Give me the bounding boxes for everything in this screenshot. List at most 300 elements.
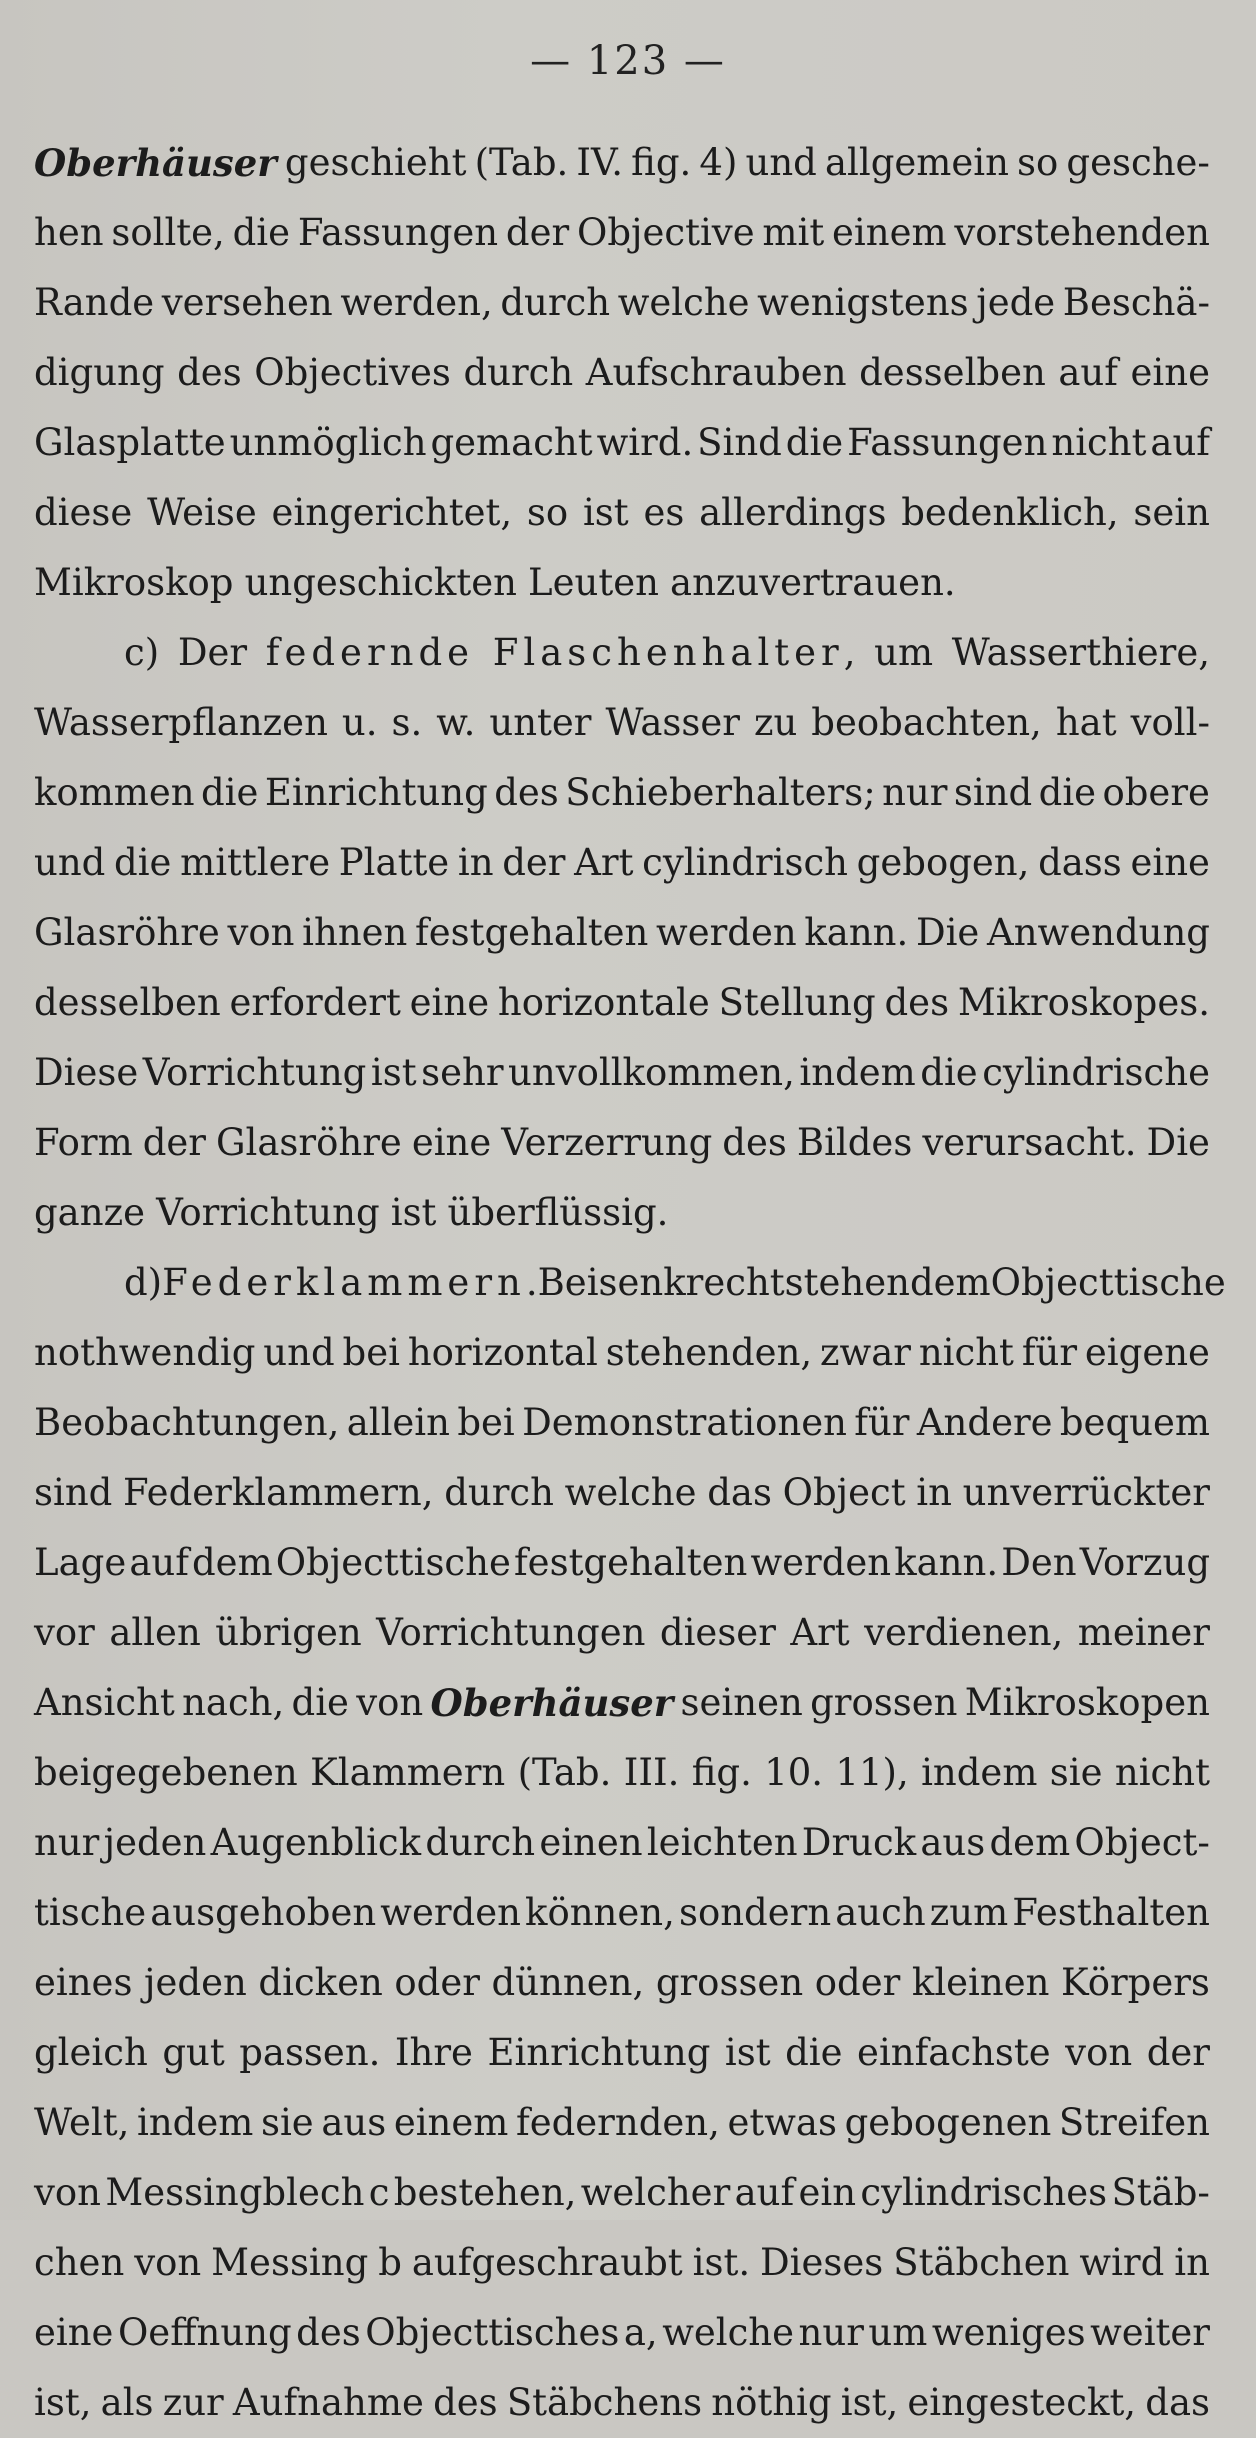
word-part: nur xyxy=(882,771,948,814)
body-text xyxy=(34,128,1226,2438)
word-part: übrigen xyxy=(215,1611,362,1654)
word-part: Messingblech xyxy=(105,2171,365,2214)
word xyxy=(177,338,242,408)
word-part: leichten xyxy=(646,1821,798,1864)
word xyxy=(799,2298,864,2368)
text-line xyxy=(34,2368,1210,2438)
word xyxy=(845,2088,1052,2158)
word-part: ist xyxy=(724,2031,771,2074)
word-part: vor xyxy=(34,1611,95,1654)
word-part: stehenden, xyxy=(605,1331,813,1374)
word-part: Objectives xyxy=(254,351,451,394)
word xyxy=(525,1878,675,1948)
word xyxy=(498,968,710,1038)
word xyxy=(261,2088,314,2158)
word-part: sind xyxy=(34,1471,113,1514)
word xyxy=(882,758,947,828)
word-part: bestehen, xyxy=(393,2171,577,2214)
word xyxy=(144,1948,247,2018)
word xyxy=(917,1388,1053,1458)
word xyxy=(475,128,569,198)
word xyxy=(34,828,105,898)
word-part: für xyxy=(1021,1331,1078,1374)
word-part: bequem xyxy=(1059,1401,1210,1444)
word xyxy=(1058,338,1118,408)
word xyxy=(1080,1528,1210,1598)
word xyxy=(408,1318,598,1388)
word xyxy=(922,1108,1136,1178)
word xyxy=(34,1388,339,1458)
word xyxy=(647,1808,798,1878)
word xyxy=(296,2298,361,2368)
word xyxy=(811,688,1042,758)
word xyxy=(1012,1878,1210,1948)
word xyxy=(518,1738,612,1808)
word-part: obere xyxy=(1102,771,1210,814)
word xyxy=(1147,2018,1210,2088)
word-part: horizontale xyxy=(497,981,710,1024)
word-part: Einrichtung xyxy=(264,771,488,814)
word-part: sind xyxy=(953,771,1033,814)
word xyxy=(342,688,378,758)
word xyxy=(229,968,400,1038)
word-part: dicken xyxy=(258,1961,383,2004)
word xyxy=(660,1598,776,1668)
word xyxy=(34,128,277,198)
word xyxy=(832,198,947,268)
word-part: ausgehoben xyxy=(150,1891,377,1934)
word-part: auch xyxy=(835,1891,926,1934)
spaced-heading: Federklammern xyxy=(162,1261,526,1304)
word-part: der xyxy=(142,1121,206,1164)
word-part: . xyxy=(525,1261,538,1304)
word xyxy=(1001,1528,1076,1598)
word xyxy=(285,128,467,198)
word xyxy=(699,128,737,198)
word xyxy=(1065,2018,1132,2088)
word xyxy=(180,828,330,898)
word xyxy=(624,1738,680,1808)
word-part: weiter xyxy=(1090,2311,1210,2354)
word xyxy=(835,1738,908,1808)
word xyxy=(34,1038,138,1108)
word-part: verdienen, xyxy=(864,1611,1064,1654)
word-part: einen xyxy=(539,1821,643,1864)
word xyxy=(719,968,876,1038)
word xyxy=(757,268,969,338)
word xyxy=(1085,1318,1210,1388)
word xyxy=(34,2298,113,2368)
word xyxy=(618,268,750,338)
word-part: die xyxy=(785,421,844,464)
word xyxy=(34,1948,132,2018)
word xyxy=(34,1598,95,1668)
word xyxy=(34,2088,129,2158)
word-part: einem xyxy=(832,211,947,254)
word-part: Wasser xyxy=(605,701,740,744)
word-part: c) xyxy=(124,631,160,674)
word-part: Die xyxy=(1146,1121,1210,1164)
word-part: festgehalten xyxy=(513,1541,748,1584)
text-line xyxy=(34,968,1210,1038)
text-line xyxy=(34,2298,1210,2368)
word-part: cylindrisches xyxy=(860,2171,1108,2214)
word xyxy=(105,2158,364,2228)
word-part: das xyxy=(707,1471,772,1514)
word-part: Stäbchen xyxy=(893,2241,1070,2284)
word-part: Objecttische xyxy=(990,1261,1226,1304)
word xyxy=(958,968,1210,1038)
word-part: d) xyxy=(124,1261,163,1304)
word-part: u. xyxy=(341,701,378,744)
word xyxy=(339,828,449,898)
word xyxy=(124,618,159,688)
word-part: unter xyxy=(489,701,592,744)
word-part: Druck xyxy=(801,1821,917,1864)
word-part: 11), xyxy=(835,1751,909,1794)
word-part: jede xyxy=(976,281,1056,324)
word-part: Rande xyxy=(34,281,155,324)
word-part: Platte xyxy=(338,841,450,884)
word xyxy=(123,1458,433,1528)
word xyxy=(458,828,494,898)
word-part: Object xyxy=(782,1471,906,1514)
word-part: von xyxy=(34,2171,102,2214)
word xyxy=(1038,828,1122,898)
word xyxy=(820,1318,911,1388)
word-part: mit xyxy=(762,211,825,254)
word xyxy=(233,2368,424,2438)
word xyxy=(156,1178,380,1248)
word xyxy=(835,1878,925,1948)
word xyxy=(963,1458,1210,1528)
word xyxy=(884,968,949,1038)
word xyxy=(574,828,633,898)
word-part: Objective xyxy=(577,211,755,254)
word-part: vorstehenden xyxy=(954,211,1210,254)
word xyxy=(976,268,1055,338)
word-part: desselben xyxy=(859,351,1046,394)
word-part: durch xyxy=(500,281,611,324)
word xyxy=(785,1248,991,1318)
word-part: von xyxy=(356,1681,424,1724)
word-part: der xyxy=(502,841,566,884)
word-part: unvollkommen, xyxy=(508,1051,795,1094)
word-part: ist xyxy=(390,1191,437,1234)
word xyxy=(494,758,559,828)
word-part: Stellung xyxy=(718,981,876,1024)
word-part: wird xyxy=(1079,2241,1165,2284)
word-part: zum xyxy=(929,1891,1009,1934)
word xyxy=(854,1388,909,1458)
word-part: Die xyxy=(915,911,980,954)
word xyxy=(746,128,817,198)
word-part: Schieberhalters; xyxy=(565,771,876,814)
word-part: auf xyxy=(1150,421,1210,464)
word-part: nicht xyxy=(1051,421,1147,464)
word xyxy=(266,618,474,688)
word-part: s. xyxy=(391,701,423,744)
word-part: Objecttisches xyxy=(365,2311,620,2354)
word-part: Glasröhre xyxy=(34,911,220,954)
word xyxy=(487,2018,710,2088)
word-part: können, xyxy=(525,1891,675,1934)
word xyxy=(1145,2368,1210,2438)
word-part: um xyxy=(874,631,934,674)
word xyxy=(1115,1738,1210,1808)
word-part: Messing xyxy=(211,2241,369,2284)
word xyxy=(492,1948,645,2018)
text-line xyxy=(34,338,1210,408)
word-part: ihnen xyxy=(302,911,408,954)
word xyxy=(1090,2298,1210,2368)
word-part: die xyxy=(785,2031,843,2074)
word xyxy=(258,1948,382,2018)
word-part: die xyxy=(232,211,291,254)
word xyxy=(150,1878,376,1948)
word-part: für xyxy=(854,1401,910,1444)
word-part: von xyxy=(227,911,295,954)
word-part: Bei xyxy=(537,1261,599,1304)
text-line xyxy=(34,2088,1210,2158)
word-part: von xyxy=(1065,2031,1133,2074)
word-part: Ihre xyxy=(394,2031,473,2074)
word xyxy=(178,618,247,688)
word xyxy=(516,2088,720,2158)
word xyxy=(272,478,513,548)
word-part: ist, xyxy=(34,2381,92,2424)
word xyxy=(1074,1808,1209,1878)
word xyxy=(1066,128,1210,198)
word xyxy=(356,1668,423,1738)
text-line xyxy=(34,198,1210,268)
word xyxy=(874,618,933,688)
word-part: eingesteckt, xyxy=(907,2381,1137,2424)
word xyxy=(321,2088,386,2158)
word xyxy=(211,1808,421,1878)
word-part: jeden xyxy=(144,1961,247,2004)
word-part: Objecttische xyxy=(275,1541,511,1584)
word-part: Fassungen xyxy=(847,421,1048,464)
word-part: unmöglich xyxy=(229,421,427,464)
text-line xyxy=(34,1388,1210,1458)
word-part: gleich xyxy=(34,2031,148,2074)
word-part: welcher xyxy=(580,2171,731,2214)
word-part: Beschä- xyxy=(1062,281,1210,324)
word-part: sehr xyxy=(421,1051,504,1094)
word-part: Der xyxy=(177,631,248,674)
word-part: des xyxy=(884,981,950,1024)
word-part: Mikroskopen xyxy=(964,1681,1210,1724)
word xyxy=(129,1528,189,1598)
word xyxy=(907,2368,1136,2438)
word xyxy=(728,2088,837,2158)
word-part: Object- xyxy=(1074,1821,1210,1864)
word xyxy=(841,2368,898,2438)
text-line xyxy=(34,1108,1210,1178)
word xyxy=(457,1388,514,1458)
word-part: Einrichtung xyxy=(487,2031,711,2074)
word-part: eingerichtet, xyxy=(271,491,513,534)
word-part: allen xyxy=(109,1611,201,1654)
word-part: III. xyxy=(623,1751,680,1794)
word xyxy=(395,2018,473,2088)
word-part: eine xyxy=(34,2311,114,2354)
word-part: Beobachtungen, xyxy=(34,1401,340,1444)
text-line xyxy=(34,1878,1210,1948)
word-part: weniges xyxy=(931,2311,1086,2354)
word xyxy=(864,1598,1063,1668)
word-part: ist xyxy=(582,491,629,534)
word xyxy=(606,1318,812,1388)
word-part: nur xyxy=(798,2311,864,2354)
word-part: Festhalten xyxy=(1012,1891,1210,1934)
word xyxy=(101,2368,154,2438)
text-line xyxy=(34,1318,1210,1388)
word-part: beobachten, xyxy=(811,701,1042,744)
word xyxy=(118,2298,292,2368)
word-part: durch xyxy=(444,1471,554,1514)
word-part: grossen xyxy=(655,1961,804,2004)
word xyxy=(34,758,195,828)
word xyxy=(722,1108,787,1178)
word-part: sein xyxy=(1133,491,1210,534)
word-part: dünnen, xyxy=(491,1961,645,2004)
word xyxy=(1147,1108,1210,1178)
italic-name: Oberhäuser xyxy=(34,141,277,185)
word xyxy=(576,128,623,198)
text-line xyxy=(34,1528,1210,1598)
word-part: durch xyxy=(463,351,574,394)
word-part: und xyxy=(263,1331,335,1374)
word-part: der xyxy=(505,211,570,254)
word xyxy=(1060,1388,1210,1458)
word-part: eine xyxy=(1130,351,1210,394)
word-part: Mikroskopes. xyxy=(957,981,1210,1024)
word xyxy=(343,1318,400,1388)
word-part: seinen xyxy=(680,1681,803,1724)
word xyxy=(34,268,154,338)
word-part: gesche- xyxy=(1066,141,1210,184)
word-part: Verzerrung xyxy=(501,1121,713,1164)
word xyxy=(436,688,475,758)
text-line xyxy=(34,2228,1210,2298)
word xyxy=(1061,1948,1210,2018)
word xyxy=(1131,338,1210,408)
word xyxy=(670,548,956,618)
word-part: einfachste xyxy=(857,2031,1051,2074)
word xyxy=(230,408,427,478)
word-part: welche xyxy=(617,281,750,324)
word xyxy=(508,1038,795,1108)
word xyxy=(916,898,979,968)
word-part: welche xyxy=(662,2311,795,2354)
word-part: in xyxy=(457,841,494,884)
word xyxy=(147,478,257,548)
word-part: Weise xyxy=(147,491,257,534)
word-part: bedenklich, xyxy=(901,491,1119,534)
word xyxy=(500,268,610,338)
word-part: nicht xyxy=(918,1331,1014,1374)
word xyxy=(707,1458,772,1528)
word-part: Vorrichtungen xyxy=(376,1611,646,1654)
word xyxy=(857,2018,1051,2088)
word xyxy=(265,758,488,828)
word xyxy=(697,408,782,478)
text-line xyxy=(34,618,1210,688)
word-part: allein xyxy=(346,1401,450,1444)
word xyxy=(965,1668,1210,1738)
word xyxy=(699,478,886,548)
word xyxy=(1102,758,1209,828)
word xyxy=(565,758,876,828)
word-part: Federklammern, xyxy=(123,1471,434,1514)
word xyxy=(137,2088,253,2158)
word xyxy=(754,688,797,758)
word-part: passen. xyxy=(239,2031,381,2074)
word xyxy=(298,198,498,268)
word-part: welche xyxy=(564,1471,697,1514)
word xyxy=(912,1948,1050,2018)
word-part: Anwendung xyxy=(987,911,1210,954)
text-line xyxy=(34,128,1210,198)
word-part: gut xyxy=(162,2031,225,2074)
word-part: des xyxy=(494,771,559,814)
page-number-header: — 123 — xyxy=(530,38,726,84)
word-part: sie xyxy=(260,2101,314,2144)
word xyxy=(34,1318,255,1388)
word xyxy=(1022,1318,1077,1388)
word xyxy=(581,2158,731,2228)
word-part: Art xyxy=(574,841,634,884)
word xyxy=(577,198,755,268)
text-line xyxy=(34,268,1210,338)
word xyxy=(1059,2088,1210,2158)
word xyxy=(34,1178,145,1248)
word xyxy=(725,2018,771,2088)
word-part: oder xyxy=(814,1961,901,2004)
word xyxy=(502,828,565,898)
word-part: 4) xyxy=(699,141,738,184)
word xyxy=(34,688,328,758)
text-line xyxy=(34,1948,1210,2018)
text-line xyxy=(34,548,1210,618)
word xyxy=(310,1738,505,1808)
word-part: Klammern xyxy=(310,1751,506,1794)
word-part: festgehalten xyxy=(415,911,649,954)
word-part: Wasserpflanzen xyxy=(34,701,328,744)
word-part: ist xyxy=(370,1051,417,1094)
word xyxy=(501,1108,712,1178)
word-part: Aufschrauben xyxy=(585,351,847,394)
word xyxy=(162,2018,224,2088)
word xyxy=(954,758,1032,828)
word-part: werden, xyxy=(340,281,493,324)
word xyxy=(785,2018,842,2088)
word xyxy=(276,1528,511,1598)
text-line xyxy=(34,478,1210,548)
word-part: sondern xyxy=(678,1891,832,1934)
word xyxy=(1174,2228,1210,2298)
word-part: mittlere xyxy=(180,841,331,884)
word-part: aufgeschraubt xyxy=(411,2241,683,2284)
word-part: unverrückter xyxy=(962,1471,1210,1514)
word xyxy=(859,338,1046,408)
word xyxy=(1050,1738,1103,1808)
word-part: auf xyxy=(129,1541,189,1584)
word xyxy=(412,2228,683,2298)
word-part: hen xyxy=(34,211,104,254)
